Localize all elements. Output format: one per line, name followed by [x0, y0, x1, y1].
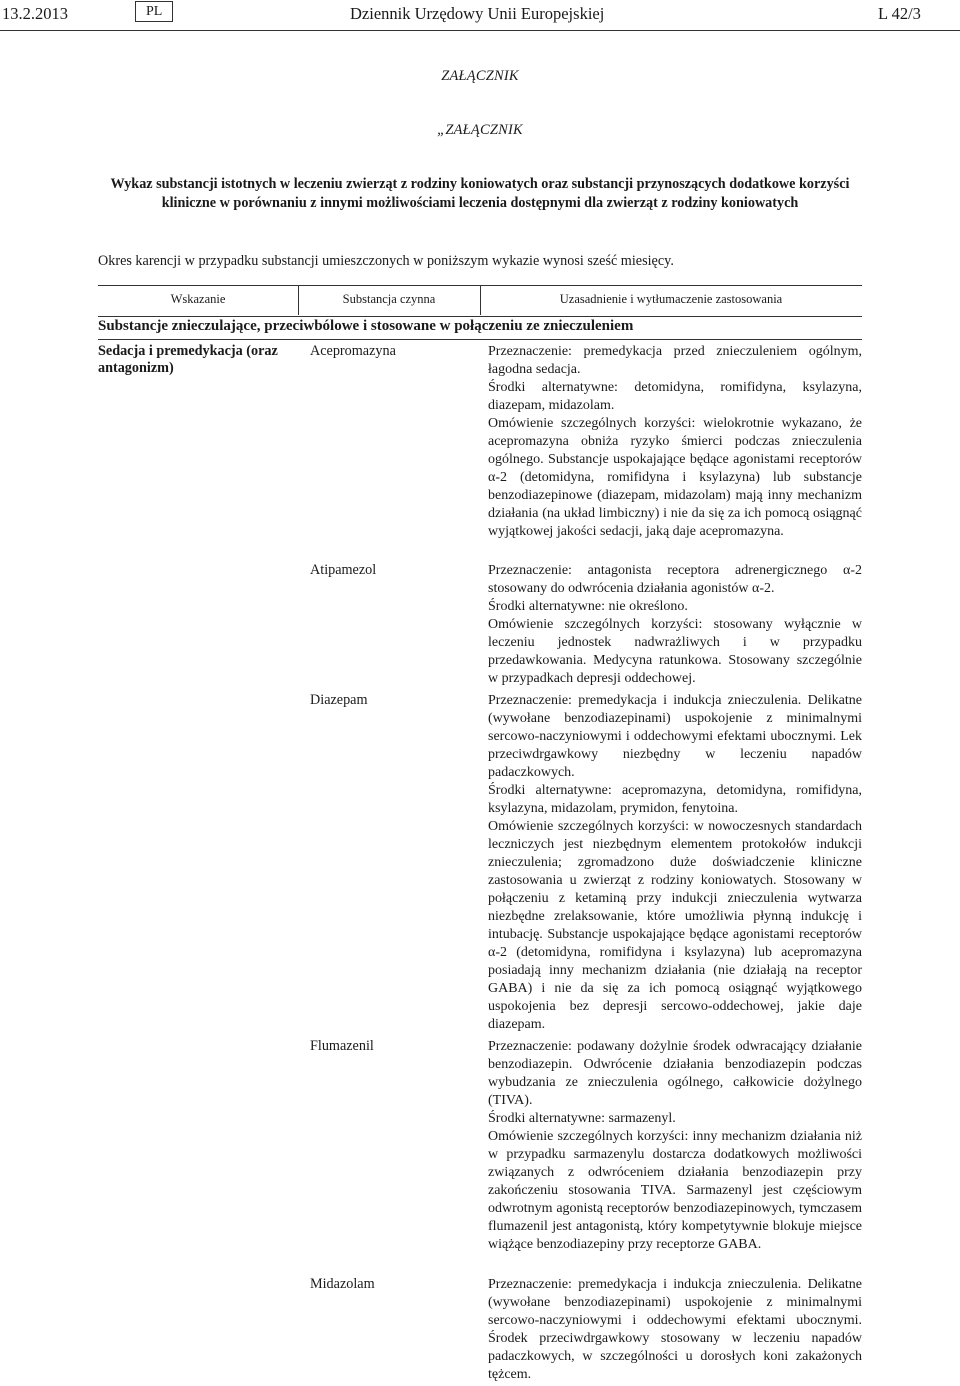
- group-title: Substancje znieczulające, przeciwbólowe i stosowane w połączeniu ze znieczuleniem: [98, 318, 634, 334]
- justification-midazolam: [488, 1276, 862, 1384]
- page-header: [0, 0, 960, 31]
- justification-line: Środki alternatywne: sarmazenyl.: [488, 1111, 676, 1126]
- language-badge: PL: [135, 1, 173, 22]
- column-header-substance: Substancja czynna: [342, 292, 436, 306]
- page-number: L 42/3: [878, 4, 921, 23]
- substance-midazolam: Midazolam: [310, 1276, 375, 1292]
- justification-line: Omówienie szczególnych korzyści: inny mechanizm działania niż w przypadku sarmazenylu dostarcza dodatkowych możliwości związanych z odwróceniem działania benzodiazepin przy zakończeniu stosowania TIVA. Sarmazenyl jest częściowym odwrotnym agonistą receptorów benzodiazepinowych, tymczasem flumazenil jest antagonistą, który kompetytywnie blokuje miejsce wiążące benzodiazepiny przy receptorze GABA.: [488, 1129, 862, 1252]
- substance-atipamezol: Atipamezol: [310, 562, 377, 578]
- justification-line: Środki alternatywne: detomidyna, romifidyna, ksylazyna, diazepam, midazolam.: [488, 380, 862, 413]
- justification-line: Omówienie szczególnych korzyści: wielokrotnie wykazano, że acepromazyna obniża ryzyko śmierci podczas znieczulenia ogólnego. Substancje uspokajające będące agonistami receptorów α-2 (detomidyna, romifidyna i ksylazyna) lub substancje benzodiazepinowe (diazepam, midazolam) mają inny mechanizm działania (na układ limbiczny) i nie da się za ich pomocą osiągnąć wyjątkowej jakości sedacji, jaką daje acepromazyna.: [488, 416, 862, 539]
- annex-heading: ZAŁĄCZNIK: [441, 68, 519, 84]
- justification-diazepam: [488, 692, 862, 1034]
- indication-cell: Sedacja i premedykacja (oraz antagonizm): [98, 343, 278, 376]
- justification-acepromazyna: [488, 343, 862, 541]
- justification-line: Środki alternatywne: acepromazyna, detomidyna, romifidyna, ksylazyna, midazolam, prymidon, fenytoina.: [488, 783, 862, 816]
- justification-atipamezol: [488, 562, 862, 688]
- substance-acepromazyna: Acepromazyna: [310, 343, 396, 359]
- substance-flumazenil: Flumazenil: [310, 1038, 374, 1054]
- column-header-indication: Wskazanie: [170, 292, 226, 306]
- justification-line: Środki alternatywne: nie określono.: [488, 599, 688, 614]
- justification-line: Przeznaczenie: podawany dożylnie środek odwracający działanie benzodiazepin. Odwrócenie działania benzodiazepin podczas wybudzania ze znieczulenia ogólnego, całkowicie dożylnego (TIVA).: [488, 1039, 862, 1108]
- journal-title: Dziennik Urzędowy Unii Europejskiej: [350, 4, 605, 23]
- column-divider: [480, 285, 481, 315]
- justification-line: Omówienie szczególnych korzyści: stosowany wyłącznie w leczeniu jednostek nadwrażliwych i w przypadku przedawkowania. Medycyna ratunkowa. Stosowany szczególnie w przypadkach depresji oddechowej.: [488, 617, 862, 686]
- justification-line: Przeznaczenie: antagonista receptora adrenergicznego α-2 stosowany do odwrócenia działania agonistów α-2.: [488, 563, 862, 596]
- justification-flumazenil: [488, 1038, 862, 1254]
- list-title: Wykaz substancji istotnych w leczeniu zwierząt z rodziny koniowatych oraz substancji przynoszących dodatkowe korzyści kliniczne w porównaniu z innymi możliwościami leczenia dostępnymi dla zwierząt z rodziny koniowatych: [110, 176, 850, 211]
- column-divider: [298, 285, 299, 315]
- column-header-justification: Uzasadnienie i wytłumaczenie zastosowania: [559, 292, 783, 306]
- substance-diazepam: Diazepam: [310, 692, 368, 708]
- grace-period-note: Okres karencji w przypadku substancji umieszczonych w poniższym wykazie wynosi sześć miesięcy.: [98, 253, 674, 269]
- justification-line: Przeznaczenie: premedykacja i indukcja znieczulenia. Delikatne (wywołane benzodiazepinami) uspokojenie z minimalnymi sercowo-naczyniowymi i oddechowymi efektami ubocznymi. Lek przeciwdrgawkowy niezbędny w leczeniu napadów padaczkowych.: [488, 693, 862, 780]
- justification-line: Przeznaczenie: premedykacja przed znieczuleniem ogólnym, łagodna sedacja.: [488, 344, 862, 377]
- justification-line: Przeznaczenie: premedykacja i indukcja znieczulenia. Delikatne (wywołane benzodiazepinami) uspokojenie z minimalnymi sercowo-naczyniowymi i oddechowymi efektami ubocznymi. Środek przeciwdrgawkowy stosowany w leczeniu napadów padaczkowych, w szczególności u dorosłych koni zakażonych tężcem.: [488, 1277, 862, 1382]
- publication-date: 13.2.2013: [2, 4, 68, 23]
- group-divider: [98, 339, 862, 340]
- annex-heading-quoted: „ZAŁĄCZNIK: [437, 122, 523, 138]
- justification-line: Omówienie szczególnych korzyści: w nowoczesnych standardach leczniczych jest niezbędnym elementem protokołów indukcji znieczulenia; zgromadzono duże doświadczenie kliniczne zastosowania u zwierząt z rodziny koniowatych. Stosowany w połączeniu z ketaminą przy indukcji znieczulenia wytwarza niezbędne zrelaksowanie, które umożliwia płynną indukcję i intubację. Substancje uspokajające będące agonistami receptorów α-2 (detomidyna, romifidyna i ksylazyna) lub acepromazyna posiadają inny mechanizm działania (nie działają na receptor GABA) i nie da się za ich pomocą osiągnąć wyjątkowego uspokojenia bez depresji sercowo-oddechowej, jakie daje diazepam.: [488, 819, 862, 1032]
